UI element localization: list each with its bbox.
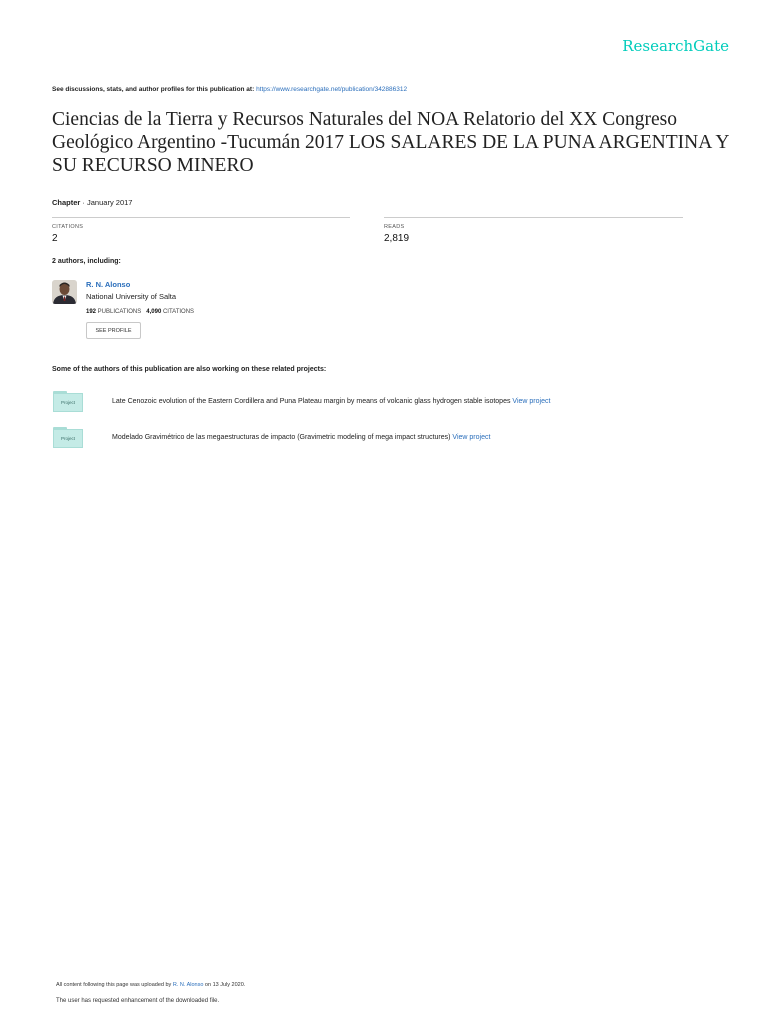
see-profile-button[interactable]: SEE PROFILE <box>86 322 141 339</box>
divider-right <box>384 217 683 218</box>
citations-label: CITATIONS <box>52 224 84 230</box>
project-description: Modelado Gravimétrico de las megaestructuras de impacto (Gravimetric modeling of mega impact structures) <box>112 434 453 441</box>
publication-meta <box>52 198 132 207</box>
project-item <box>112 398 550 405</box>
uploader-link[interactable]: R. N. Alonso <box>172 982 204 988</box>
upload-suffix: on 13 July 2020. <box>203 982 246 988</box>
author-citations-count: 4,090 <box>146 309 162 315</box>
upload-note <box>56 982 245 988</box>
project-description: Late Cenozoic evolution of the Eastern Cordillera and Puna Plateau margin by means of volcanic glass hydrogen stable isotopes <box>112 398 513 405</box>
author-institution: National University of Salta <box>86 292 177 301</box>
project-icon-label: Project <box>53 429 83 448</box>
authors-heading: 2 authors, including: <box>52 258 121 265</box>
publication-link[interactable]: https://www.researchgate.net/publication/342886312 <box>256 86 408 93</box>
publication-title: Ciencias de la Tierra y Recursos Naturales del NOA Relatorio del XX Congreso Geológico Argentino -Tucumán 2017 LOS SALARES DE LA PUNA ARGENTINA Y SU RECURSO MINERO <box>52 109 729 176</box>
discussion-line <box>52 86 407 93</box>
project-folder-icon[interactable] <box>53 427 83 449</box>
view-project-link[interactable]: View project <box>452 434 491 441</box>
project-icon-label: Project <box>53 393 83 412</box>
researchgate-logo[interactable]: ResearchGate <box>622 37 729 55</box>
author-citations-label: CITATIONS <box>161 309 195 315</box>
publication-type: Chapter <box>52 198 81 207</box>
related-projects-heading: Some of the authors of this publication are also working on these related projects: <box>52 366 327 373</box>
author-publications-label: PUBLICATIONS <box>96 309 142 315</box>
project-folder-icon[interactable] <box>53 391 83 413</box>
author-stats <box>86 309 194 315</box>
reads-label: READS <box>384 224 405 230</box>
divider-left <box>52 217 350 218</box>
author-name-link[interactable]: R. N. Alonso <box>86 280 131 289</box>
project-item <box>112 434 490 441</box>
publication-date: · January 2017 <box>80 198 133 207</box>
person-icon <box>52 280 77 304</box>
enhancement-note: The user has requested enhancement of the downloaded file. <box>56 998 220 1004</box>
author-avatar[interactable] <box>52 280 77 304</box>
upload-prefix: All content following this page was uploaded by <box>56 982 173 988</box>
author-publications-count: 192 <box>86 309 97 315</box>
discussion-text: See discussions, stats, and author profiles for this publication at: <box>52 86 257 93</box>
reads-count: 2,819 <box>384 233 410 244</box>
view-project-link[interactable]: View project <box>512 398 551 405</box>
citations-count: 2 <box>52 233 58 244</box>
